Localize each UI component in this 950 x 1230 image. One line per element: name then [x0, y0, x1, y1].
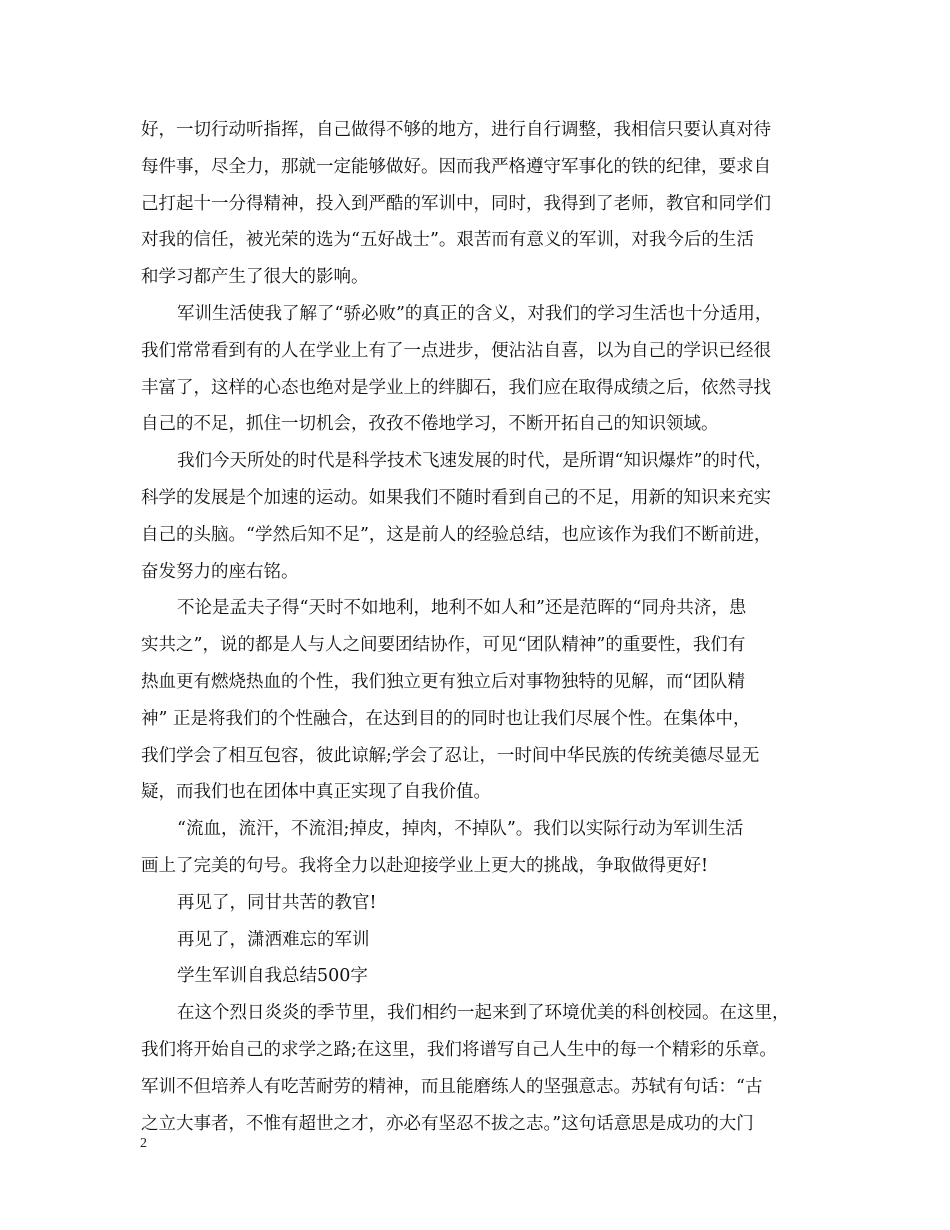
document-body — [141, 112, 824, 1142]
text-line: 奋发努力的座右铭。 — [141, 561, 299, 582]
text-line: 和学习都产生了很大的影响。 — [141, 267, 369, 288]
text-line: 丰富了，这样的心态也绝对是学业上的绊脚石，我们应在取得成绩之后，依然寻找 — [141, 377, 771, 398]
text-line: 对我的信任，被光荣的选为“五好战士”。艰苦而有意义的军训，对我今后的生活 — [141, 230, 754, 251]
text-line: 之立大事者，不惟有超世之才，亦必有坚忍不拔之志。”这句话意思是成功的大门 — [141, 1113, 754, 1134]
text-line: 军训不但培养人有吃苦耐劳的精神，而且能磨练人的坚强意志。苏轼有句话：“古 — [141, 1076, 763, 1097]
text-line: 画上了完美的句号。我将全力以赴迎接学业上更大的挑战，争取做得更好! — [141, 855, 709, 876]
text-line: 热血更有燃烧热血的个性，我们独立更有独立后对事物独特的见解，而“团队精 — [141, 671, 745, 692]
text-line: 在这个烈日炎炎的季节里，我们相约一起来到了环境优美的科创校园。在这里， — [177, 1003, 790, 1024]
text-line: 军训生活使我了解了“骄必败”的真正的含义，对我们的学习生活也十分适用， — [177, 303, 773, 324]
body-text — [141, 112, 824, 1142]
text-line: 我们将开始自己的求学之路;在这里，我们将谱写自己人生中的每一个精彩的乐章。 — [141, 1039, 777, 1060]
page-number: 2 — [140, 1136, 147, 1151]
text-line: 我们学会了相互包容，彼此谅解;学会了忍让，一时间中华民族的传统美德尽显无 — [141, 745, 760, 766]
text-line: 不论是孟夫子得“天时不如地利，地利不如人和”还是范晖的“同舟共济，患 — [177, 598, 747, 619]
text-line: 我们常常看到有的人在学业上有了一点进步，便沾沾自喜，以为自己的学识已经很 — [141, 340, 771, 361]
section-heading: 学生军训自我总结500字 — [177, 966, 368, 987]
text-line: 我们今天所处的时代是科学技术飞速发展的时代，是所谓“知识爆炸”的时代， — [177, 451, 773, 472]
text-line: 实共之”，说的都是人与人之间要团结协作，可见“团队精神”的重要性，我们有 — [141, 635, 746, 656]
text-line: 再见了，同甘共苦的教官! — [177, 892, 377, 913]
text-line: 好，一切行动听指挥，自己做得不够的地方，进行自行调整，我相信只要认真对待 — [141, 120, 771, 140]
text-line: 科学的发展是个加速的运动。如果我们不随时看到自己的不足，用新的知识来充实 — [141, 487, 771, 508]
text-line: 己打起十一分得精神，投入到严酷的军训中，同时，我得到了老师，教官和同学们 — [141, 193, 771, 214]
text-line: 神” 正是将我们的个性融合，在达到目的的同时也让我们尽展个性。在集体中， — [141, 708, 751, 729]
text-line: 疑，而我们也在团体中真正实现了自我价值。 — [141, 782, 491, 803]
text-line: 自己的不足，抓住一切机会，孜孜不倦地学习，不断开拓自己的知识领域。 — [141, 414, 719, 435]
text-line: 每件事，尽全力，那就一定能够做好。因而我严格遵守军事化的铁的纪律，要求自 — [141, 156, 771, 177]
text-line: “流血，流汗，不流泪;掉皮，掉肉，不掉队”。我们以实际行动为军训生活 — [177, 819, 744, 840]
text-line: 再见了，潇洒难忘的军训 — [177, 929, 370, 950]
text-line: 自己的头脑。“学然后知不足”，这是前人的经验总结，也应该作为我们不断前进， — [141, 524, 772, 545]
